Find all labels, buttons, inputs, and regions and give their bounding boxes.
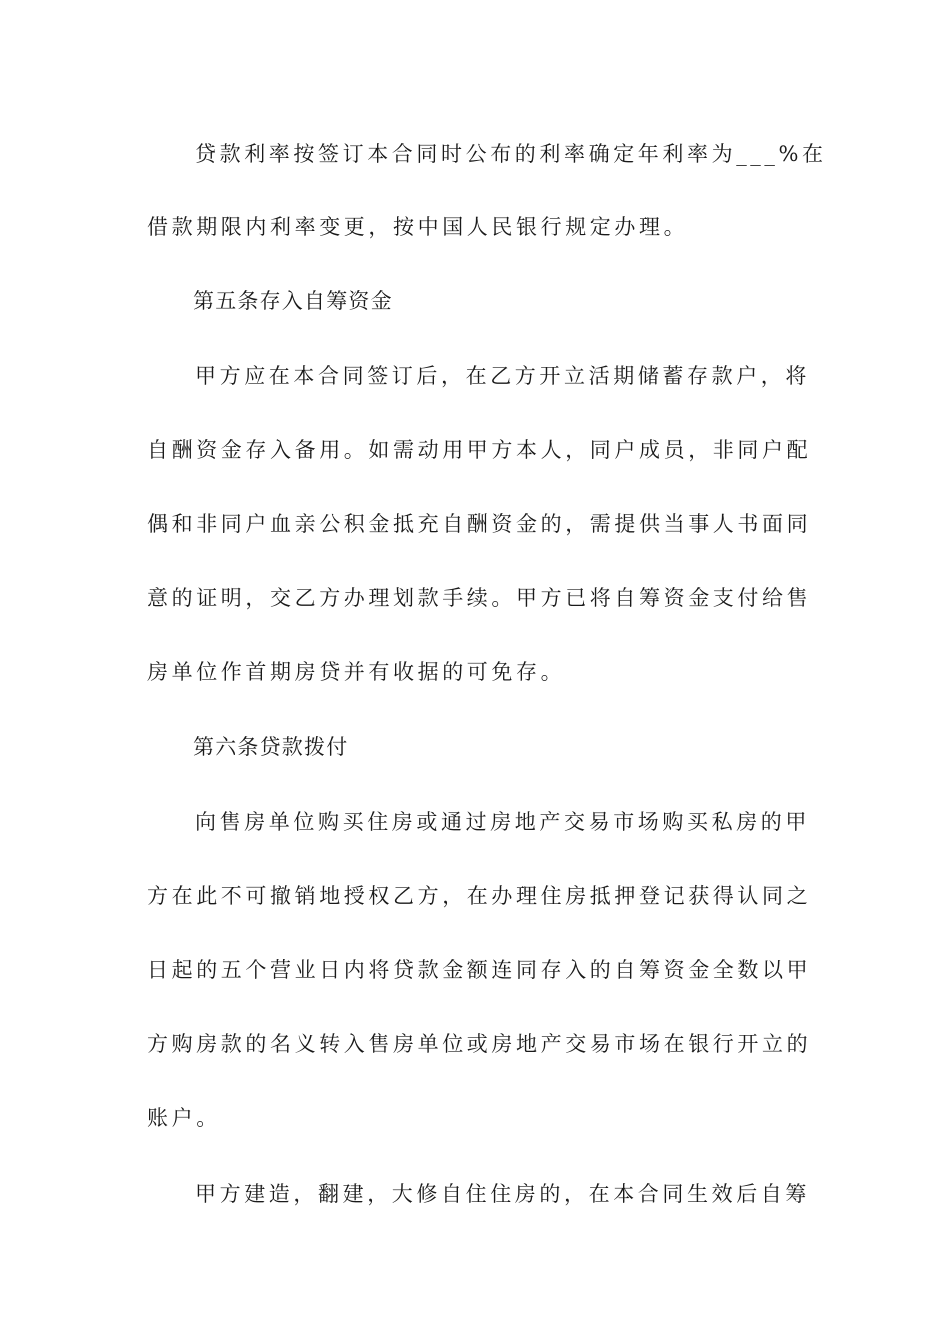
paragraph-construction-line-1: 甲方建造，翻建，大修自住住房的，在本合同生效后自筹 (195, 1182, 810, 1206)
paragraph-disbursement-line-4: 方购房款的名义转入售房单位或房地产交易市场在银行开立的 (147, 1032, 812, 1056)
paragraph-interest-rate-line-1: 贷款利率按签订本合同时公布的利率确定年利率为___%在 (195, 142, 827, 166)
article-6-heading: 第六条贷款拨付 (193, 735, 349, 759)
paragraph-disbursement-line-1: 向售房单位购买住房或通过房地产交易市场购买私房的甲 (195, 810, 810, 834)
paragraph-interest-rate-line-2: 借款期限内利率变更，按中国人民银行规定办理。 (147, 215, 689, 239)
paragraph-self-funds-line-4: 意的证明，交乙方办理划款手续。甲方已将自筹资金支付给售 (147, 586, 812, 610)
paragraph-self-funds-line-2: 自酬资金存入备用。如需动用甲方本人，同户成员，非同户配 (147, 438, 812, 462)
paragraph-self-funds-line-1: 甲方应在本合同签订后，在乙方开立活期储蓄存款户，将 (195, 364, 810, 388)
paragraph-self-funds-line-5: 房单位作首期房贷并有收据的可免存。 (147, 660, 566, 684)
paragraph-disbursement-line-5: 账户。 (147, 1106, 221, 1130)
article-5-heading: 第五条存入自筹资金 (193, 289, 393, 313)
paragraph-self-funds-line-3: 偶和非同户血亲公积金抵充自酬资金的，需提供当事人书面同 (147, 512, 812, 536)
paragraph-disbursement-line-2: 方在此不可撤销地授权乙方，在办理住房抵押登记获得认同之 (147, 884, 812, 908)
paragraph-disbursement-line-3: 日起的五个营业日内将贷款金额连同存入的自筹资金全数以甲 (147, 958, 812, 982)
